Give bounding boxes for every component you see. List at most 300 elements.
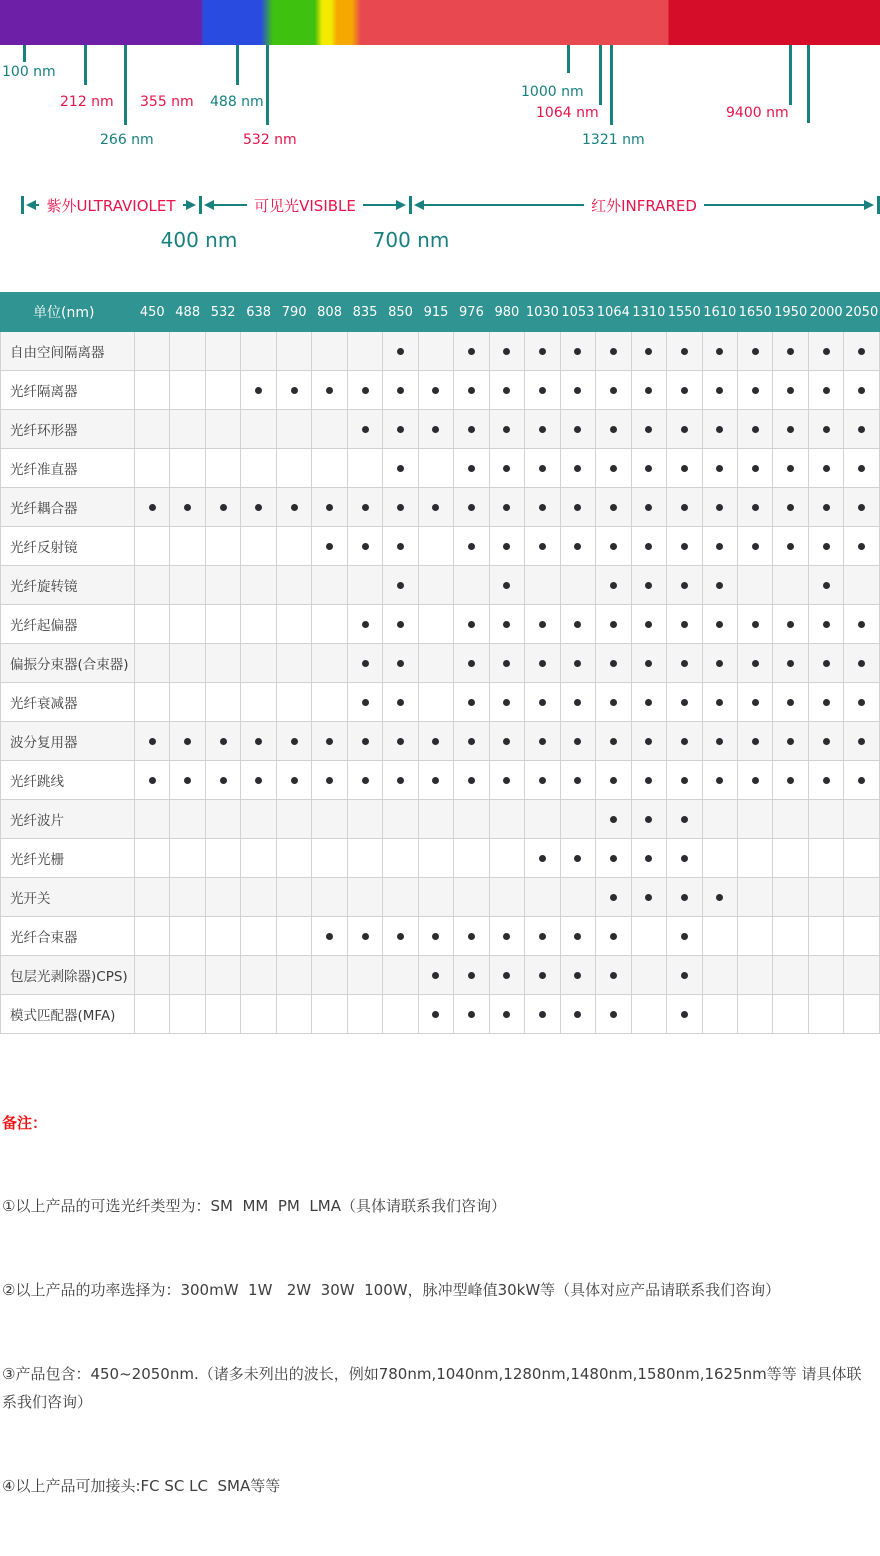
availability-dot-icon [858, 660, 865, 667]
availability-cell [312, 761, 347, 800]
availability-dot-icon [362, 621, 369, 628]
availability-cell [631, 371, 666, 410]
availability-cell [631, 410, 666, 449]
availability-cell [773, 839, 808, 878]
availability-cell [312, 878, 347, 917]
availability-cell [773, 956, 808, 995]
availability-cell [560, 488, 595, 527]
availability-cell [489, 761, 524, 800]
availability-cell [312, 644, 347, 683]
availability-cell [276, 761, 311, 800]
boundary-wavelength-label: 400 nm [160, 228, 238, 252]
availability-dot-icon [787, 426, 794, 433]
availability-cell [702, 839, 737, 878]
availability-dot-icon [574, 972, 581, 979]
availability-cell [737, 371, 772, 410]
column-header-638: 638 [241, 293, 276, 332]
availability-cell [205, 722, 240, 761]
wavelength-tick [266, 45, 269, 125]
availability-cell [276, 722, 311, 761]
column-header-915: 915 [418, 293, 453, 332]
product-row-label: 波分复用器 [1, 722, 135, 761]
availability-dot-icon [610, 894, 617, 901]
column-header-1650: 1650 [737, 293, 772, 332]
column-header-980: 980 [489, 293, 524, 332]
availability-dot-icon [362, 933, 369, 940]
availability-cell [667, 371, 702, 410]
availability-dot-icon [716, 738, 723, 745]
availability-dot-icon [645, 855, 652, 862]
availability-cell [276, 371, 311, 410]
availability-dot-icon [752, 777, 759, 784]
availability-dot-icon [787, 777, 794, 784]
availability-dot-icon [645, 426, 652, 433]
availability-cell [347, 878, 382, 917]
availability-cell [525, 371, 560, 410]
availability-cell [844, 527, 880, 566]
availability-cell [525, 761, 560, 800]
availability-cell [808, 800, 843, 839]
availability-dot-icon [823, 543, 830, 550]
availability-cell [525, 683, 560, 722]
wavelength-label: 1064 nm [536, 105, 599, 121]
availability-cell [808, 995, 843, 1034]
availability-dot-icon [823, 582, 830, 589]
availability-cell [135, 527, 170, 566]
availability-dot-icon [716, 465, 723, 472]
availability-cell [135, 683, 170, 722]
availability-dot-icon [681, 660, 688, 667]
availability-cell [702, 800, 737, 839]
availability-dot-icon [397, 582, 404, 589]
availability-dot-icon [574, 504, 581, 511]
unit-header-cell: 单位(nm) [1, 293, 135, 332]
availability-cell [702, 917, 737, 956]
availability-cell [702, 761, 737, 800]
availability-dot-icon [823, 738, 830, 745]
availability-cell [135, 488, 170, 527]
availability-dot-icon [397, 504, 404, 511]
availability-cell [489, 644, 524, 683]
availability-dot-icon [539, 348, 546, 355]
availability-cell [737, 410, 772, 449]
availability-cell [241, 917, 276, 956]
availability-cell [383, 761, 418, 800]
availability-cell [276, 332, 311, 371]
availability-dot-icon [610, 426, 617, 433]
note-line-3: ③产品包含：450~2050nm.（诸多未列出的波长，例如780nm,1040nm,1280nm,1480nm,1580nm,1625nm等等 请具体联系我们咨询） [2, 1365, 862, 1411]
availability-dot-icon [574, 855, 581, 862]
availability-cell [844, 800, 880, 839]
availability-cell [347, 995, 382, 1034]
availability-cell [631, 683, 666, 722]
availability-cell [702, 371, 737, 410]
availability-cell [347, 566, 382, 605]
availability-cell [844, 878, 880, 917]
availability-dot-icon [787, 738, 794, 745]
availability-dot-icon [752, 699, 759, 706]
availability-dot-icon [752, 621, 759, 628]
availability-cell [135, 956, 170, 995]
availability-cell [241, 644, 276, 683]
availability-cell [312, 917, 347, 956]
availability-dot-icon [468, 1011, 475, 1018]
availability-cell [383, 839, 418, 878]
availability-dot-icon [823, 387, 830, 394]
availability-cell [808, 332, 843, 371]
availability-cell [312, 332, 347, 371]
availability-cell [667, 449, 702, 488]
product-row-label: 光纤衰减器 [1, 683, 135, 722]
availability-cell [667, 332, 702, 371]
availability-cell [596, 332, 631, 371]
availability-cell [667, 995, 702, 1034]
availability-cell [667, 917, 702, 956]
boundary-wavelength-label: 700 nm [372, 228, 450, 252]
availability-dot-icon [503, 738, 510, 745]
availability-cell [844, 917, 880, 956]
availability-cell [844, 644, 880, 683]
availability-dot-icon [397, 738, 404, 745]
availability-dot-icon [255, 738, 262, 745]
column-header-976: 976 [454, 293, 489, 332]
availability-cell [808, 644, 843, 683]
availability-dot-icon [681, 621, 688, 628]
availability-dot-icon [539, 933, 546, 940]
availability-cell [135, 410, 170, 449]
availability-cell [702, 605, 737, 644]
availability-cell [560, 332, 595, 371]
availability-cell [489, 956, 524, 995]
availability-cell [312, 449, 347, 488]
availability-cell [844, 839, 880, 878]
availability-dot-icon [610, 933, 617, 940]
availability-cell [135, 800, 170, 839]
availability-dot-icon [291, 738, 298, 745]
availability-dot-icon [539, 972, 546, 979]
availability-cell [773, 917, 808, 956]
availability-cell [631, 839, 666, 878]
availability-cell [205, 839, 240, 878]
availability-cell [737, 761, 772, 800]
availability-dot-icon [397, 699, 404, 706]
availability-dot-icon [645, 348, 652, 355]
availability-cell [418, 995, 453, 1034]
availability-dot-icon [681, 504, 688, 511]
availability-cell [454, 956, 489, 995]
availability-dot-icon [291, 777, 298, 784]
availability-dot-icon [787, 387, 794, 394]
availability-cell [241, 761, 276, 800]
availability-dot-icon [574, 699, 581, 706]
availability-dot-icon [752, 504, 759, 511]
availability-dot-icon [681, 348, 688, 355]
availability-cell [205, 956, 240, 995]
availability-cell [205, 410, 240, 449]
availability-dot-icon [716, 543, 723, 550]
availability-cell [383, 527, 418, 566]
availability-cell [702, 878, 737, 917]
availability-cell [454, 449, 489, 488]
availability-dot-icon [503, 582, 510, 589]
availability-dot-icon [645, 582, 652, 589]
availability-cell [312, 683, 347, 722]
availability-cell [773, 800, 808, 839]
availability-dot-icon [539, 465, 546, 472]
spectrum-region [410, 196, 878, 214]
availability-dot-icon [752, 660, 759, 667]
availability-cell [418, 917, 453, 956]
availability-cell [737, 839, 772, 878]
availability-dot-icon [681, 855, 688, 862]
availability-cell [205, 449, 240, 488]
region-boundary-bar [409, 196, 412, 214]
availability-cell [489, 839, 524, 878]
availability-cell [418, 800, 453, 839]
availability-cell [383, 488, 418, 527]
availability-dot-icon [610, 699, 617, 706]
availability-cell [773, 566, 808, 605]
availability-dot-icon [539, 699, 546, 706]
availability-cell [312, 722, 347, 761]
availability-cell [489, 878, 524, 917]
column-header-1030: 1030 [525, 293, 560, 332]
availability-cell [737, 644, 772, 683]
availability-dot-icon [787, 543, 794, 550]
availability-cell [347, 332, 382, 371]
availability-cell [844, 410, 880, 449]
product-row-label: 光纤起偏器 [1, 605, 135, 644]
availability-dot-icon [397, 660, 404, 667]
availability-cell [383, 722, 418, 761]
availability-cell [596, 800, 631, 839]
product-row-label: 光纤旋转镜 [1, 566, 135, 605]
availability-cell [418, 683, 453, 722]
availability-cell [418, 527, 453, 566]
availability-cell [276, 605, 311, 644]
product-row-label: 光纤准直器 [1, 449, 135, 488]
column-header-2050: 2050 [844, 293, 880, 332]
table-row [1, 878, 880, 917]
availability-dot-icon [432, 1011, 439, 1018]
availability-cell [383, 566, 418, 605]
availability-dot-icon [468, 699, 475, 706]
availability-cell [525, 605, 560, 644]
availability-cell [347, 410, 382, 449]
availability-cell [844, 566, 880, 605]
spectrum-region [22, 196, 200, 214]
availability-cell [312, 956, 347, 995]
availability-dot-icon [858, 738, 865, 745]
availability-cell [560, 800, 595, 839]
availability-dot-icon [645, 504, 652, 511]
availability-cell [276, 488, 311, 527]
availability-dot-icon [362, 777, 369, 784]
availability-dot-icon [681, 582, 688, 589]
arrow-right-icon [864, 200, 874, 210]
availability-dot-icon [645, 777, 652, 784]
availability-cell [418, 878, 453, 917]
availability-cell [808, 566, 843, 605]
availability-dot-icon [645, 387, 652, 394]
availability-cell [596, 956, 631, 995]
availability-dot-icon [610, 660, 617, 667]
wavelength-tick [84, 45, 87, 85]
availability-dot-icon [468, 660, 475, 667]
availability-cell [489, 371, 524, 410]
availability-dot-icon [716, 777, 723, 784]
availability-dot-icon [610, 465, 617, 472]
product-row-label: 包层光剥除器)CPS) [1, 956, 135, 995]
availability-dot-icon [681, 699, 688, 706]
column-header-488: 488 [170, 293, 205, 332]
availability-cell [205, 605, 240, 644]
arrow-right-icon [396, 200, 406, 210]
availability-cell [702, 995, 737, 1034]
availability-cell [667, 878, 702, 917]
availability-cell [596, 449, 631, 488]
availability-cell [631, 488, 666, 527]
availability-dot-icon [681, 387, 688, 394]
availability-dot-icon [574, 387, 581, 394]
availability-cell [667, 761, 702, 800]
availability-cell [312, 566, 347, 605]
availability-cell [631, 605, 666, 644]
availability-cell [276, 566, 311, 605]
spectrum-region [200, 196, 410, 214]
column-header-2000: 2000 [808, 293, 843, 332]
availability-dot-icon [397, 777, 404, 784]
availability-dot-icon [291, 387, 298, 394]
availability-dot-icon [681, 816, 688, 823]
table-row [1, 449, 880, 488]
availability-cell [347, 605, 382, 644]
product-row-label: 光纤反射镜 [1, 527, 135, 566]
availability-cell [525, 449, 560, 488]
availability-cell [454, 917, 489, 956]
availability-cell [560, 566, 595, 605]
column-header-1064: 1064 [596, 293, 631, 332]
availability-cell [525, 917, 560, 956]
availability-cell [135, 917, 170, 956]
availability-cell [667, 839, 702, 878]
wavelength-label: 266 nm [100, 132, 154, 148]
availability-cell [667, 488, 702, 527]
availability-dot-icon [432, 426, 439, 433]
availability-cell [135, 722, 170, 761]
availability-cell [454, 644, 489, 683]
availability-dot-icon [681, 894, 688, 901]
availability-cell [773, 761, 808, 800]
availability-dot-icon [574, 1011, 581, 1018]
availability-cell [347, 917, 382, 956]
availability-dot-icon [823, 504, 830, 511]
availability-dot-icon [362, 504, 369, 511]
availability-cell [347, 488, 382, 527]
availability-cell [241, 410, 276, 449]
availability-dot-icon [362, 699, 369, 706]
table-row [1, 566, 880, 605]
availability-cell [347, 527, 382, 566]
availability-cell [489, 917, 524, 956]
availability-cell [737, 566, 772, 605]
availability-dot-icon [681, 738, 688, 745]
availability-cell [560, 956, 595, 995]
availability-cell [347, 683, 382, 722]
availability-dot-icon [858, 543, 865, 550]
availability-cell [347, 449, 382, 488]
availability-dot-icon [681, 465, 688, 472]
availability-cell [631, 878, 666, 917]
availability-dot-icon [220, 777, 227, 784]
availability-cell [808, 917, 843, 956]
availability-cell [667, 683, 702, 722]
availability-cell [312, 371, 347, 410]
availability-dot-icon [645, 738, 652, 745]
availability-dot-icon [326, 543, 333, 550]
availability-dot-icon [255, 387, 262, 394]
availability-cell [844, 722, 880, 761]
availability-cell [170, 605, 205, 644]
availability-cell [312, 527, 347, 566]
availability-cell [525, 566, 560, 605]
availability-dot-icon [823, 621, 830, 628]
availability-dot-icon [468, 387, 475, 394]
wavelength-label: 212 nm [60, 94, 114, 110]
availability-cell [312, 995, 347, 1034]
product-row-label: 光纤光栅 [1, 839, 135, 878]
availability-cell [276, 527, 311, 566]
availability-dot-icon [574, 465, 581, 472]
availability-cell [808, 605, 843, 644]
wavelength-tick [236, 45, 239, 85]
availability-cell [418, 488, 453, 527]
availability-cell [631, 332, 666, 371]
availability-cell [454, 722, 489, 761]
availability-cell [560, 878, 595, 917]
table-row [1, 956, 880, 995]
table-row [1, 410, 880, 449]
availability-cell [205, 371, 240, 410]
availability-cell [170, 917, 205, 956]
wavelength-label: 532 nm [243, 132, 297, 148]
availability-dot-icon [823, 348, 830, 355]
availability-cell [525, 800, 560, 839]
availability-cell [170, 800, 205, 839]
availability-cell [525, 488, 560, 527]
availability-cell [170, 644, 205, 683]
availability-dot-icon [362, 426, 369, 433]
availability-cell [596, 371, 631, 410]
availability-cell [418, 566, 453, 605]
availability-cell [808, 878, 843, 917]
availability-dot-icon [503, 621, 510, 628]
availability-dot-icon [326, 933, 333, 940]
availability-dot-icon [397, 387, 404, 394]
availability-cell [170, 410, 205, 449]
availability-cell [525, 995, 560, 1034]
availability-dot-icon [716, 894, 723, 901]
availability-dot-icon [362, 543, 369, 550]
availability-cell [170, 995, 205, 1034]
product-row-label: 光纤环形器 [1, 410, 135, 449]
availability-dot-icon [716, 348, 723, 355]
availability-cell [489, 995, 524, 1034]
availability-cell [737, 995, 772, 1034]
availability-cell [773, 527, 808, 566]
availability-dot-icon [539, 387, 546, 394]
availability-cell [560, 917, 595, 956]
